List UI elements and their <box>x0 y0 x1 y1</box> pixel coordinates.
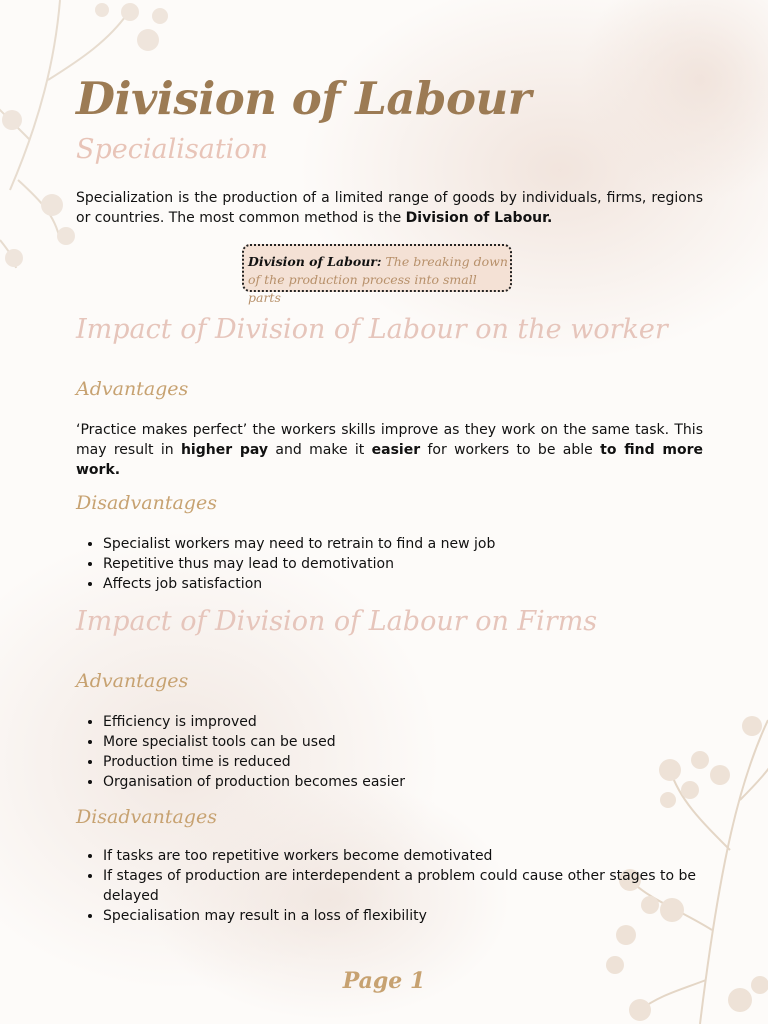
firms-disadvantages-heading: Disadvantages <box>76 806 217 828</box>
definition-box <box>242 244 512 305</box>
firms-impact-heading: Impact of Division of Labour on Firms <box>76 606 598 637</box>
page-title: Division of Labour <box>76 72 531 125</box>
specialisation-heading: Specialisation <box>76 134 268 165</box>
list-item: • Specialisation may result in a loss of flexibility <box>103 906 730 926</box>
worker-adv-text-1: ‘Practice makes perfect’ the workers skills improve as they work on the same task. This may result in <box>76 422 703 458</box>
worker-adv-text-2: and make it <box>268 442 372 458</box>
worker-adv-bold-3: to find more work. <box>76 442 703 478</box>
definition-text: The breaking down of the production process into small parts <box>248 254 508 305</box>
list-item: • Affects job satisfaction <box>103 574 730 594</box>
specialisation-text: Specialization is the production of a limited range of goods by individuals, firms, regions or countries. The most common method is the <box>76 190 703 226</box>
list-item: • If stages of production are interdependent a problem could cause other stages to be delayed <box>103 866 730 906</box>
worker-adv-bold-1: higher pay <box>180 442 269 458</box>
worker-advantages-paragraph <box>76 420 703 480</box>
worker-adv-bold-2: easier <box>371 442 421 458</box>
specialisation-bold-term: Division of Labour. <box>405 210 553 226</box>
list-item: • Production time is reduced <box>103 752 730 772</box>
firms-disadvantages-list <box>76 846 730 926</box>
worker-adv-text-3: for workers to be able <box>420 442 601 458</box>
worker-disadvantages-list <box>76 534 730 594</box>
definition-term: Division of Labour: <box>248 254 382 269</box>
worker-disadvantages-heading: Disadvantages <box>76 492 217 514</box>
worker-impact-heading: Impact of Division of Labour on the worker <box>76 314 668 345</box>
worker-advantages-heading: Advantages <box>76 378 189 400</box>
list-item: • More specialist tools can be used <box>103 732 730 752</box>
list-item: • Specialist workers may need to retrain to find a new job <box>103 534 730 554</box>
list-item: • If tasks are too repetitive workers become demotivated <box>103 846 730 866</box>
list-item: • Organisation of production becomes easier <box>103 772 730 792</box>
firms-advantages-heading: Advantages <box>76 670 189 692</box>
list-item: • Repetitive thus may lead to demotivation <box>103 554 730 574</box>
specialisation-paragraph <box>76 188 703 228</box>
firms-advantages-list <box>76 712 730 792</box>
page-number: Page 1 <box>342 968 426 994</box>
list-item: • Efficiency is improved <box>103 712 730 732</box>
